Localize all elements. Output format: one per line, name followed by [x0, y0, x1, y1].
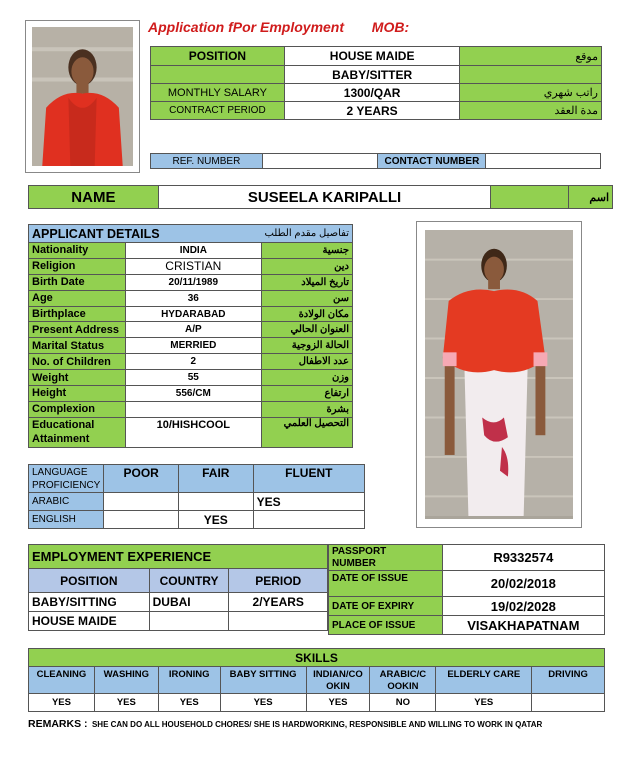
remarks: [28, 714, 618, 732]
salary-label: MONTHLY SALARY: [151, 84, 285, 102]
skills-header: SKILLS: [29, 649, 605, 667]
passport-number-label: PASSPORT NUMBER: [329, 545, 443, 571]
remarks-text: SHE CAN DO ALL HOUSEHOLD CHORES/ SHE IS HARDWORKING, RESPONSIBLE AND WILLING TO WORK IN QATAR: [91, 720, 543, 729]
date-of-issue-label: DATE OF ISSUE: [329, 571, 443, 597]
applicant-field-ar: جنسية: [261, 243, 352, 259]
skill-value: YES: [436, 694, 532, 712]
educational-attainment-label: Educational Attainment: [29, 417, 126, 447]
skill-value: YES: [306, 694, 370, 712]
language-fluent-value: [253, 511, 364, 529]
educational-attainment-value: 10/HISHCOOL: [125, 417, 261, 447]
language-fluent-header: FLUENT: [253, 465, 364, 493]
position-value-2: BABY/SITTER: [284, 66, 460, 84]
date-of-issue-value: 20/02/2018: [442, 571, 604, 597]
form-title: Application fPor Employment MOB:: [148, 19, 410, 35]
language-poor-value: [104, 493, 179, 511]
skill-name: BABY SITTING: [220, 667, 306, 694]
salary-ar: راتب شهري: [460, 84, 602, 102]
language-table: [28, 464, 365, 529]
employment-period-value: [229, 612, 328, 631]
educational-attainment-ar: التحصيل العلمي: [261, 417, 352, 447]
employment-period-value: 2/YEARS: [229, 593, 328, 612]
applicant-field-ar: دين: [261, 258, 352, 274]
skill-value: YES: [29, 694, 95, 712]
applicant-row: [29, 306, 353, 322]
applicant-row: [29, 258, 353, 274]
contract-value: 2 YEARS: [284, 102, 460, 120]
applicant-row: [29, 274, 353, 290]
skill-name: DRIVING: [532, 667, 605, 694]
applicant-row: [29, 401, 353, 417]
name-label: NAME: [29, 186, 159, 209]
applicant-details-header: APPLICANT DETAILS: [29, 225, 262, 243]
skill-name: IRONING: [158, 667, 220, 694]
remarks-label: REMARKS :: [28, 718, 88, 730]
applicant-field-value: HYDARABAD: [125, 306, 261, 322]
skill-value: YES: [220, 694, 306, 712]
applicant-field-ar: تاريخ الميلاد: [261, 274, 352, 290]
skill-value: YES: [158, 694, 220, 712]
language-name: ENGLISH: [29, 511, 104, 529]
language-row: [29, 493, 365, 511]
employment-row: [29, 593, 328, 612]
applicant-field-label: Religion: [29, 258, 126, 274]
applicant-field-value: 20/11/1989: [125, 274, 261, 290]
applicant-field-label: Birthplace: [29, 306, 126, 322]
skills-table: [28, 648, 605, 712]
language-proficiency-label: LANGUAGE PROFICIENCY: [29, 465, 104, 493]
language-poor-header: POOR: [104, 465, 179, 493]
applicant-row: [29, 354, 353, 370]
applicant-field-label: Height: [29, 386, 126, 402]
applicant-row: [29, 322, 353, 338]
employment-period-header: PERIOD: [229, 569, 328, 593]
applicant-field-value: CRISTIAN: [125, 258, 261, 274]
portrait-photo: [25, 20, 140, 173]
applicant-field-ar: بشرة: [261, 401, 352, 417]
name-value: SUSEELA KARIPALLI: [158, 186, 490, 209]
applicant-row: [29, 370, 353, 386]
position-ar: موقع: [460, 47, 602, 66]
contact-number-label: CONTACT NUMBER: [378, 154, 486, 169]
applicant-row: [29, 243, 353, 259]
contact-number-value[interactable]: [486, 154, 601, 169]
applicant-field-value: MERRIED: [125, 338, 261, 354]
applicant-field-value: 55: [125, 370, 261, 386]
language-fair-value: YES: [179, 511, 254, 529]
employment-country-value: DUBAI: [149, 593, 229, 612]
applicant-field-label: Complexion: [29, 401, 126, 417]
ref-number-value[interactable]: [262, 154, 378, 169]
passport-number-value: R9332574: [442, 545, 604, 571]
name-ar: اسم: [569, 186, 613, 209]
full-body-person-image: [425, 230, 573, 516]
employment-position-value: HOUSE MAIDE: [29, 612, 150, 631]
mob-label: MOB:: [371, 19, 410, 35]
applicant-field-value: INDIA: [125, 243, 261, 259]
applicant-row: [29, 386, 353, 402]
contract-label: CONTRACT PERIOD: [151, 102, 285, 120]
employment-row: [29, 612, 328, 631]
skill-name: INDIAN/CO OKIN: [306, 667, 370, 694]
employment-position-header: POSITION: [29, 569, 150, 593]
language-poor-value: [104, 511, 179, 529]
applicant-field-value: [125, 401, 261, 417]
position-value-1: HOUSE MAIDE: [284, 47, 460, 66]
applicant-field-ar: ارتفاع: [261, 386, 352, 402]
applicant-field-value: 2: [125, 354, 261, 370]
applicant-field-ar: سن: [261, 290, 352, 306]
portrait-person-image: [32, 27, 133, 166]
full-body-photo: [416, 221, 582, 528]
skill-value: [532, 694, 605, 712]
employment-country-value: [149, 612, 229, 631]
skill-name: ELDERLY CARE: [436, 667, 532, 694]
place-of-issue-value: VISAKHAPATNAM: [442, 616, 604, 635]
applicant-field-ar: الحالة الزوجية: [261, 338, 352, 354]
applicant-field-label: Age: [29, 290, 126, 306]
language-row: [29, 511, 365, 529]
applicant-row: [29, 338, 353, 354]
employment-experience-header: EMPLOYMENT EXPERIENCE: [29, 545, 328, 569]
applicant-details-table: [28, 224, 353, 448]
applicant-field-ar: العنوان الحالي: [261, 322, 352, 338]
language-name: ARABIC: [29, 493, 104, 511]
applicant-field-label: No. of Children: [29, 354, 126, 370]
applicant-field-ar: عدد الاطفال: [261, 354, 352, 370]
employment-position-value: BABY/SITTING: [29, 593, 150, 612]
date-of-expiry-label: DATE OF EXPIRY: [329, 597, 443, 616]
skill-value: NO: [370, 694, 436, 712]
ref-table: [150, 153, 601, 169]
applicant-field-ar: وزن: [261, 370, 352, 386]
position-label: POSITION: [151, 47, 285, 66]
applicant-details-header-ar: تفاصيل مقدم الطلب: [261, 225, 352, 243]
applicant-row: [29, 290, 353, 306]
applicant-field-ar: مكان الولادة: [261, 306, 352, 322]
skill-name: ARABIC/C OOKIN: [370, 667, 436, 694]
name-table: [28, 185, 613, 209]
applicant-field-value: 556/CM: [125, 386, 261, 402]
language-fluent-value: YES: [253, 493, 364, 511]
language-fair-header: FAIR: [179, 465, 254, 493]
language-fair-value: [179, 493, 254, 511]
place-of-issue-label: PLACE OF ISSUE: [329, 616, 443, 635]
employment-table: [28, 544, 328, 631]
applicant-field-label: Weight: [29, 370, 126, 386]
salary-value: 1300/QAR: [284, 84, 460, 102]
applicant-field-value: A/P: [125, 322, 261, 338]
employment-country-header: COUNTRY: [149, 569, 229, 593]
date-of-expiry-value: 19/02/2028: [442, 597, 604, 616]
skill-name: WASHING: [94, 667, 158, 694]
passport-table: [328, 544, 605, 635]
applicant-field-label: Marital Status: [29, 338, 126, 354]
applicant-field-label: Present Address: [29, 322, 126, 338]
job-table: [150, 46, 602, 120]
applicant-field-value: 36: [125, 290, 261, 306]
ref-number-label: REF. NUMBER: [151, 154, 263, 169]
applicant-field-label: Nationality: [29, 243, 126, 259]
skill-name: CLEANING: [29, 667, 95, 694]
skill-value: YES: [94, 694, 158, 712]
applicant-field-label: Birth Date: [29, 274, 126, 290]
contract-ar: مدة العقد: [460, 102, 602, 120]
